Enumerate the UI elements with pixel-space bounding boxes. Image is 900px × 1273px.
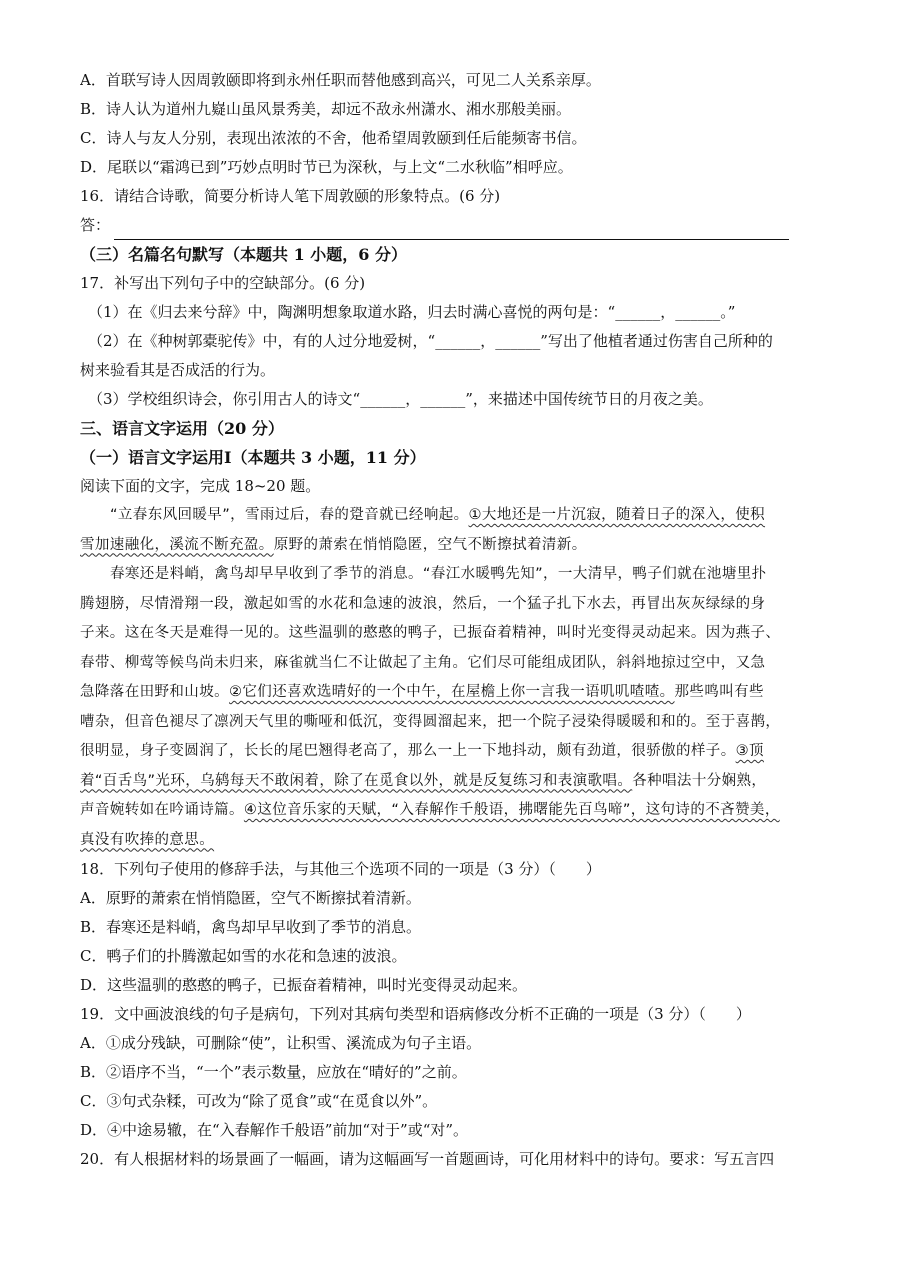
passage-p2-line5 bbox=[80, 678, 825, 708]
answer-blank-line[interactable] bbox=[114, 221, 789, 240]
wavy-sentence-4: ④这位音乐家的天赋，“入春解作千般语，拂曙能先百鸟啼”，这句诗的不吝赞美， bbox=[243, 802, 780, 818]
answer-label: 答： bbox=[80, 216, 111, 234]
passage-text: 那些鸣叫有些 bbox=[674, 684, 764, 700]
reading-intro: 阅读下面的文字，完成 18~20 题。 bbox=[80, 477, 321, 495]
passage-p2-line6: 嘈杂，但音色褪尽了凛冽天气里的嘶哑和低沉，变得圆溜起来，把一个院子浸染得暖暖和和的。至于喜鹊， bbox=[80, 713, 781, 730]
q15-option-d: D．尾联以“霜鸿已到”巧妙点明时节已为深秋，与上文“二水秋临”相呼应。 bbox=[80, 158, 573, 176]
passage-text: “立春东风回暖早”，雪雨过后，春的跫音就已经响起。 bbox=[110, 507, 469, 523]
exam-page bbox=[80, 66, 825, 1174]
passage-text: 各种唱法十分娴熟， bbox=[632, 772, 767, 789]
passage-p2-line3: 子来。这在冬天是难得一见的。这些温驯的憨憨的鸭子，已振奋着精神，叫时光变得灵动起来。因为燕子、 bbox=[80, 625, 781, 641]
wavy-sentence-1: ①大地还是一片沉寂，随着日子的深入，使积 bbox=[468, 507, 766, 523]
passage-p2-line1: 春寒还是料峭，禽鸟却早早收到了季节的消息。“春江水暖鸭先知”，一大清早，鸭子们就在池塘里扑 bbox=[110, 566, 767, 582]
q18-option-a: A．原野的萧索在悄悄隐匿，空气不断擦拭着清新。 bbox=[80, 889, 421, 907]
question-17-2-line1: （2）在《种树郭橐驼传》中，有的人过分地爱树，“______，______”写出了他植者通过伤害自己所种的 bbox=[88, 332, 773, 350]
passage-p2-line9 bbox=[80, 796, 825, 826]
question-18: 18．下列句子使用的修辞手法，与其他三个选项不同的一项是（3 分）（ ） bbox=[80, 860, 601, 878]
q18-option-c: C．鸭子们的扑腾激起如雪的水花和急速的波浪。 bbox=[80, 947, 407, 965]
q18-option-d: D．这些温驯的憨憨的鸭子，已振奋着精神，叫时光变得灵动起来。 bbox=[80, 976, 528, 994]
q19-option-d: D．④中途易辙，在“入春解作千般语”前加“对于”或“对”。 bbox=[80, 1121, 469, 1139]
passage-p2-line2: 腾翅膀，尽情滑翔一段，激起如雪的水花和急速的波浪，然后，一个猛子扎下水去，再冒出灰灰绿绿的身 bbox=[80, 595, 766, 612]
passage-p2-line7 bbox=[80, 737, 825, 767]
subsection-1-title: （一）语言文字运用Ⅰ（本题共 3 小题，11 分） bbox=[80, 448, 426, 467]
question-20: 20．有人根据材料的场景画了一幅画，请为这幅画写一首题画诗，可化用材料中的诗句。要求：写五言四 bbox=[80, 1150, 775, 1168]
q19-option-a: A．①成分残缺，可删除“使”，让积雪、溪流成为句子主语。 bbox=[80, 1034, 482, 1052]
passage-text: 急降落在田野和山坡。 bbox=[80, 684, 229, 700]
question-19: 19．文中画波浪线的句子是病句，下列对其病句类型和语病修改分析不正确的一项是（3 分）（ ） bbox=[80, 1005, 751, 1023]
passage-p1-line1 bbox=[80, 501, 825, 531]
wavy-sentence-4-cont: 真没有吹捧的意思。 bbox=[80, 831, 215, 848]
wavy-sentence-2: ②它们还喜欢选晴好的一个中午，在屋檐上你一言我一语叽叽喳喳。 bbox=[229, 684, 675, 700]
q15-option-c: C．诗人与友人分别，表现出浓浓的不舍，他希望周敦颐到任后能频寄书信。 bbox=[80, 129, 587, 147]
question-17-2-line2: 树来验看其是否成活的行为。 bbox=[80, 361, 276, 379]
passage-p2-line8 bbox=[80, 767, 825, 797]
passage-p2-line10 bbox=[80, 826, 825, 856]
section-3-title: （三）名篇名句默写（本题共 1 小题，6 分） bbox=[80, 245, 407, 264]
answer-row bbox=[80, 211, 825, 240]
q15-option-b: B．诗人认为道州九嶷山虽风景秀美，却远不敌永州潇水、湘水那般美丽。 bbox=[80, 100, 572, 118]
question-17-1: （1）在《归去来兮辞》中，陶渊明想象取道水路，归去时满心喜悦的两句是：“______，______。” bbox=[88, 303, 736, 321]
q19-option-b: B．②语序不当，“一个”表示数量，应放在“晴好的”之前。 bbox=[80, 1063, 467, 1081]
passage-p1-line2 bbox=[80, 531, 825, 561]
q19-option-c: C．③句式杂糅，可改为“除了觅食”或“在觅食以外”。 bbox=[80, 1092, 438, 1110]
q15-option-a: A．首联写诗人因周敦颐即将到永州任职而替他感到高兴，可见二人关系亲厚。 bbox=[80, 71, 601, 89]
passage-text: 声音婉转如在吟诵诗篇。 bbox=[80, 802, 244, 818]
wavy-sentence-3-cont: 着“百舌鸟”光环，乌鸫每天不敢闲着，除了在觅食以外，就是反复练习和表演歌唱。 bbox=[80, 772, 633, 789]
question-17: 17．补写出下列句子中的空缺部分。(6 分) bbox=[80, 274, 366, 292]
passage-text: 很明显，身子变圆润了，长长的尾巴翘得老高了，那么一上一下地抖动，颇有劲道，很骄傲的样子。 bbox=[80, 743, 736, 759]
question-17-3: （3）学校组织诗会，你引用古人的诗文“______，______”，来描述中国传统节日的月夜之美。 bbox=[88, 390, 713, 408]
q18-option-b: B．春寒还是料峭，禽鸟却早早收到了季节的消息。 bbox=[80, 918, 422, 936]
wavy-sentence-1-cont: 雪加速融化，溪流不断充盈。 bbox=[80, 536, 274, 553]
part-3-title: 三、语言文字运用（20 分） bbox=[80, 419, 284, 438]
wavy-sentence-3: ③顶 bbox=[735, 743, 764, 759]
question-16: 16．请结合诗歌，简要分析诗人笔下周敦颐的形象特点。(6 分) bbox=[80, 187, 501, 205]
passage-text: 原野的萧索在悄悄隐匿，空气不断擦拭着清新。 bbox=[273, 536, 587, 553]
passage-p2-line4: 春带、柳莺等候鸟尚未归来，麻雀就当仁不让做起了主角。它们尽可能组成团队，斜斜地掠过空中，又急 bbox=[80, 654, 766, 671]
